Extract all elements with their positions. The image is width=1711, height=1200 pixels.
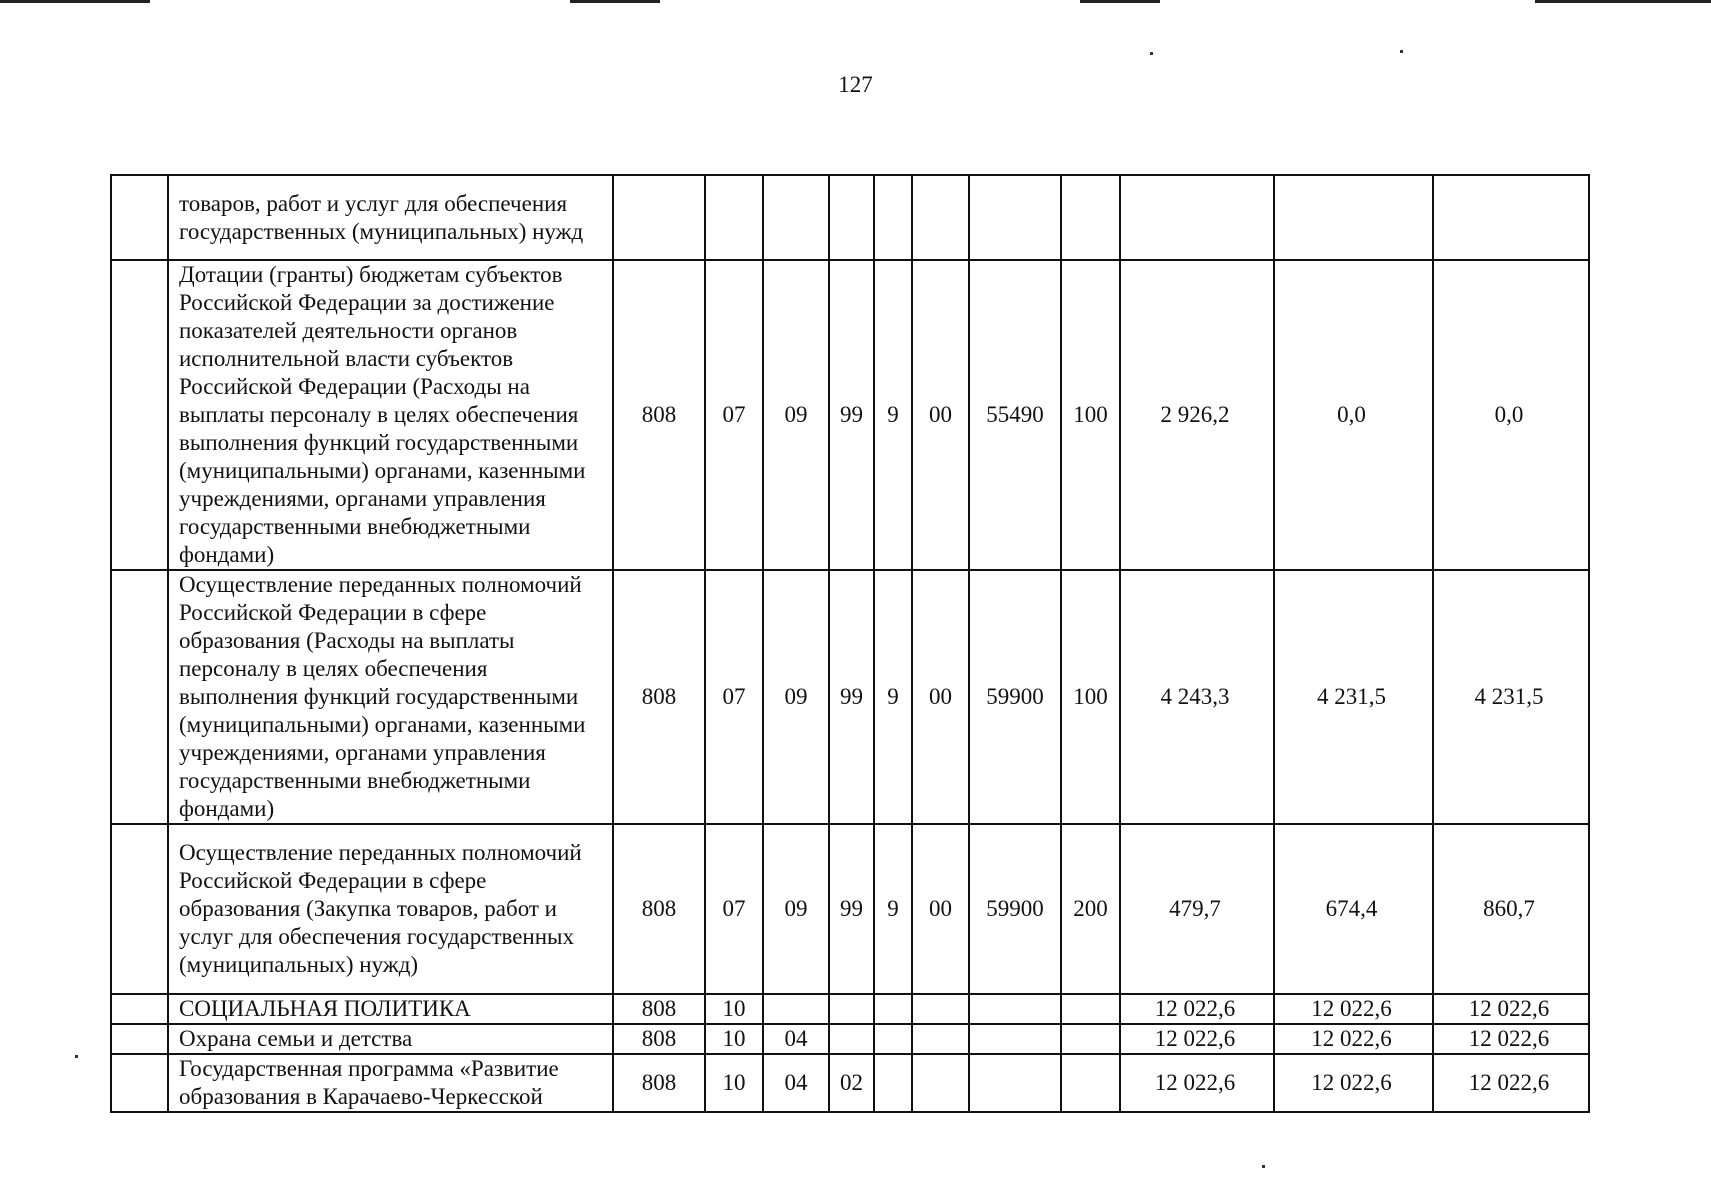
subprogram-code-cell (874, 994, 912, 1024)
year3-amount-cell: 0,0 (1433, 260, 1589, 570)
program-code-cell (829, 1024, 874, 1054)
ministry-code-cell: 808 (613, 994, 705, 1024)
section-code-cell: 10 (705, 1024, 763, 1054)
subsection-code-cell: 09 (763, 260, 829, 570)
scan-artifact-top-right (1535, 0, 1711, 3)
direction-code-cell: 00 (912, 260, 969, 570)
year1-amount-cell: 479,7 (1120, 824, 1274, 994)
year1-amount-cell: 2 926,2 (1120, 260, 1274, 570)
program-code-cell: 02 (829, 1054, 874, 1112)
row-index-cell (111, 570, 168, 824)
direction-code-cell (912, 1054, 969, 1112)
subsection-code-cell: 09 (763, 570, 829, 824)
subsection-code-cell: 04 (763, 1054, 829, 1112)
page-number: 127 (838, 72, 873, 97)
subprogram-code-cell (874, 1054, 912, 1112)
section-code-cell: 10 (705, 994, 763, 1024)
year2-amount-cell: 12 022,6 (1274, 994, 1433, 1024)
year3-amount-cell: 12 022,6 (1433, 1054, 1589, 1112)
scan-speck (1400, 50, 1403, 53)
year2-amount-cell (1274, 175, 1433, 260)
row-index-cell (111, 994, 168, 1024)
scan-artifact-top-mid2 (1080, 0, 1160, 3)
expense-type-cell: 100 (1061, 260, 1120, 570)
row-index-cell (111, 824, 168, 994)
year3-amount-cell: 12 022,6 (1433, 994, 1589, 1024)
table-row (111, 824, 1589, 994)
year2-amount-cell: 12 022,6 (1274, 1054, 1433, 1112)
article-code-cell (969, 175, 1061, 260)
subsection-code-cell: 04 (763, 1024, 829, 1054)
year3-amount-cell: 12 022,6 (1433, 1024, 1589, 1054)
year2-amount-cell: 0,0 (1274, 260, 1433, 570)
scan-artifact-top-left (0, 0, 150, 3)
subsection-code-cell (763, 994, 829, 1024)
row-index-cell (111, 1054, 168, 1112)
expense-type-cell: 100 (1061, 570, 1120, 824)
row-index-cell (111, 260, 168, 570)
row-index-cell (111, 175, 168, 260)
subsection-code-cell (763, 175, 829, 260)
ministry-code-cell: 808 (613, 824, 705, 994)
year2-amount-cell: 4 231,5 (1274, 570, 1433, 824)
subprogram-code-cell: 9 (874, 824, 912, 994)
program-code-cell: 99 (829, 824, 874, 994)
article-code-cell: 59900 (969, 824, 1061, 994)
article-code-cell: 59900 (969, 570, 1061, 824)
subprogram-code-cell: 9 (874, 570, 912, 824)
direction-code-cell (912, 1024, 969, 1054)
scan-artifact-top-mid (570, 0, 660, 3)
year2-amount-cell: 674,4 (1274, 824, 1433, 994)
subprogram-code-cell (874, 1024, 912, 1054)
section-code-cell: 07 (705, 570, 763, 824)
scan-speck (1150, 52, 1153, 55)
row-name-cell: СОЦИАЛЬНАЯ ПОЛИТИКА (168, 994, 613, 1024)
table-row (111, 1054, 1589, 1112)
row-name-cell: товаров, работ и услуг для обеспечения государственных (муниципальных) нужд (168, 175, 613, 260)
section-code-cell (705, 175, 763, 260)
row-name-cell: Осуществление переданных полномочий Российской Федерации в сфере образования (Расходы на выплаты персоналу в целях обеспечения выполнения функций государственными (муниципальными) органами, казенными учреждениями, органами управления государственными внебюджетными фондами) (168, 570, 613, 824)
ministry-code-cell (613, 175, 705, 260)
year2-amount-cell: 12 022,6 (1274, 1024, 1433, 1054)
article-code-cell (969, 1054, 1061, 1112)
expense-type-cell (1061, 1024, 1120, 1054)
direction-code-cell (912, 994, 969, 1024)
section-code-cell: 10 (705, 1054, 763, 1112)
year1-amount-cell: 4 243,3 (1120, 570, 1274, 824)
direction-code-cell: 00 (912, 824, 969, 994)
year1-amount-cell: 12 022,6 (1120, 1054, 1274, 1112)
table-row (111, 570, 1589, 824)
scan-speck (75, 1055, 78, 1058)
year3-amount-cell: 860,7 (1433, 824, 1589, 994)
budget-table (110, 174, 1590, 1113)
row-name-cell: Осуществление переданных полномочий Российской Федерации в сфере образования (Закупка товаров, работ и услуг для обеспечения государственных (муниципальных) нужд) (168, 824, 613, 994)
section-code-cell: 07 (705, 260, 763, 570)
program-code-cell: 99 (829, 570, 874, 824)
article-code-cell (969, 994, 1061, 1024)
year1-amount-cell: 12 022,6 (1120, 1024, 1274, 1054)
expense-type-cell: 200 (1061, 824, 1120, 994)
expense-type-cell (1061, 994, 1120, 1024)
article-code-cell: 55490 (969, 260, 1061, 570)
table-row (111, 260, 1589, 570)
scan-speck (1262, 1165, 1265, 1168)
direction-code-cell (912, 175, 969, 260)
year3-amount-cell: 4 231,5 (1433, 570, 1589, 824)
subsection-code-cell: 09 (763, 824, 829, 994)
program-code-cell (829, 994, 874, 1024)
ministry-code-cell: 808 (613, 1054, 705, 1112)
row-name-cell: Дотации (гранты) бюджетам субъектов Российской Федерации за достижение показателей деятельности органов исполнительной власти субъектов Российской Федерации (Расходы на выплаты персоналу в целях обеспечения выполнения функций государственными (муниципальными) органами, казенными учреждениями, органами управления государственными внебюджетными фондами) (168, 260, 613, 570)
direction-code-cell: 00 (912, 570, 969, 824)
program-code-cell (829, 175, 874, 260)
expense-type-cell (1061, 1054, 1120, 1112)
year3-amount-cell (1433, 175, 1589, 260)
section-code-cell: 07 (705, 824, 763, 994)
year1-amount-cell (1120, 175, 1274, 260)
ministry-code-cell: 808 (613, 260, 705, 570)
row-name-cell: Охрана семьи и детства (168, 1024, 613, 1054)
table-row (111, 1024, 1589, 1054)
table-row (111, 175, 1589, 260)
subprogram-code-cell: 9 (874, 260, 912, 570)
article-code-cell (969, 1024, 1061, 1054)
table-row (111, 994, 1589, 1024)
expense-type-cell (1061, 175, 1120, 260)
ministry-code-cell: 808 (613, 1024, 705, 1054)
subprogram-code-cell (874, 175, 912, 260)
ministry-code-cell: 808 (613, 570, 705, 824)
row-index-cell (111, 1024, 168, 1054)
year1-amount-cell: 12 022,6 (1120, 994, 1274, 1024)
row-name-cell: Государственная программа «Развитие образования в Карачаево-Черкесской (168, 1054, 613, 1112)
program-code-cell: 99 (829, 260, 874, 570)
